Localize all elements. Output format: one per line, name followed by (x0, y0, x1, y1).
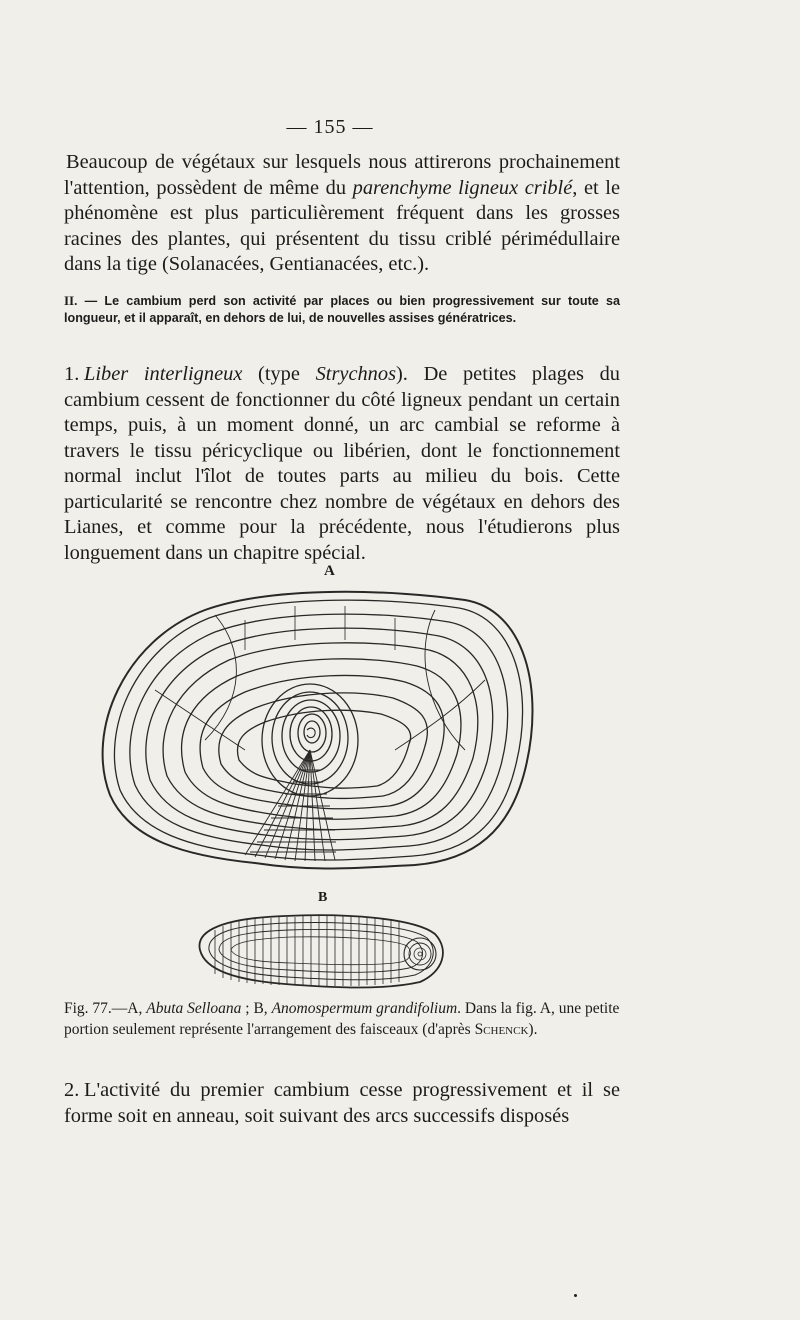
figure-caption (64, 998, 620, 1040)
section-heading (64, 292, 620, 327)
figure-label-a: A (324, 563, 335, 579)
paragraph-1-italic-term: parenchyme ligneux criblé (352, 176, 573, 199)
figure-b-stem-section (195, 910, 450, 992)
paragraph-3-text: L'activité du premier cambium cesse progressivement et il se forme soit en anneau, soit suivant des arcs successifs disposés (64, 1079, 620, 1127)
caption-text-1: . Dans la fig. A, une petite portion seulement représente l'arrangement des faisceaux (d'après (64, 1000, 620, 1038)
caption-author: Schenck (474, 1021, 529, 1038)
ink-speck (574, 1294, 577, 1297)
paragraph-3 (64, 1078, 620, 1129)
caption-species-a: Abuta Selloana (146, 1000, 242, 1017)
paragraph-1-text-a: Beaucoup de végétaux sur lesquels nous attirerons prochainement l'attention, possèdent de même du (64, 151, 620, 199)
paragraph-2-number: 1. (64, 363, 80, 385)
caption-species-b: Anomospermum grandifolium (271, 1000, 458, 1017)
paragraph-2-type-prefix: (type (242, 363, 316, 385)
paragraph-2 (64, 362, 620, 566)
paragraph-2-type-name: Strychnos (315, 363, 397, 385)
paragraph-3-number: 2. (64, 1079, 80, 1101)
figure-a-stem-section (95, 580, 545, 880)
paragraph-1 (64, 150, 620, 278)
figure-number: Fig. 77.—A, (64, 1000, 147, 1017)
paragraph-2-text: De petites plages du cambium cessent de fonctionner du côté ligneux pendant un certain temps, puis, à un moment donné, un arc cambial se reforme à travers le tissu péricyclique ou libérien, dont le fonctionnement normal inclut l'îlot de toutes parts au milieu du bois. Cette particularité se rencontre chez nombre de végétaux en dehors des Lianes, et comme pour la précédente, nous l'étudierons plus longuement dans un chapitre spécial. (64, 363, 621, 564)
figure-label-b: B (318, 890, 328, 905)
caption-separator: ; B, (241, 1000, 272, 1017)
paragraph-2-type-suffix: ). (396, 363, 424, 385)
paragraph-1-text-b: , et le phénomène est plus particulièrement fréquent dans les grosses racines des plantes, qui présentent du tissu criblé périmédullaire dans la tige (Solanacées, Gentianacées, etc.). (64, 176, 620, 275)
caption-text-2: ). (528, 1021, 538, 1038)
page-number: — 155 — (286, 116, 374, 138)
section-heading-text: — Le cambium perd son activité par places ou bien progressivement sur toute sa longueur, et il apparaît, en dehors de lui, de nouvelles assises génératrices. (64, 294, 620, 325)
section-number: II. (64, 293, 78, 308)
paragraph-2-title: Liber interligneux (84, 363, 243, 385)
